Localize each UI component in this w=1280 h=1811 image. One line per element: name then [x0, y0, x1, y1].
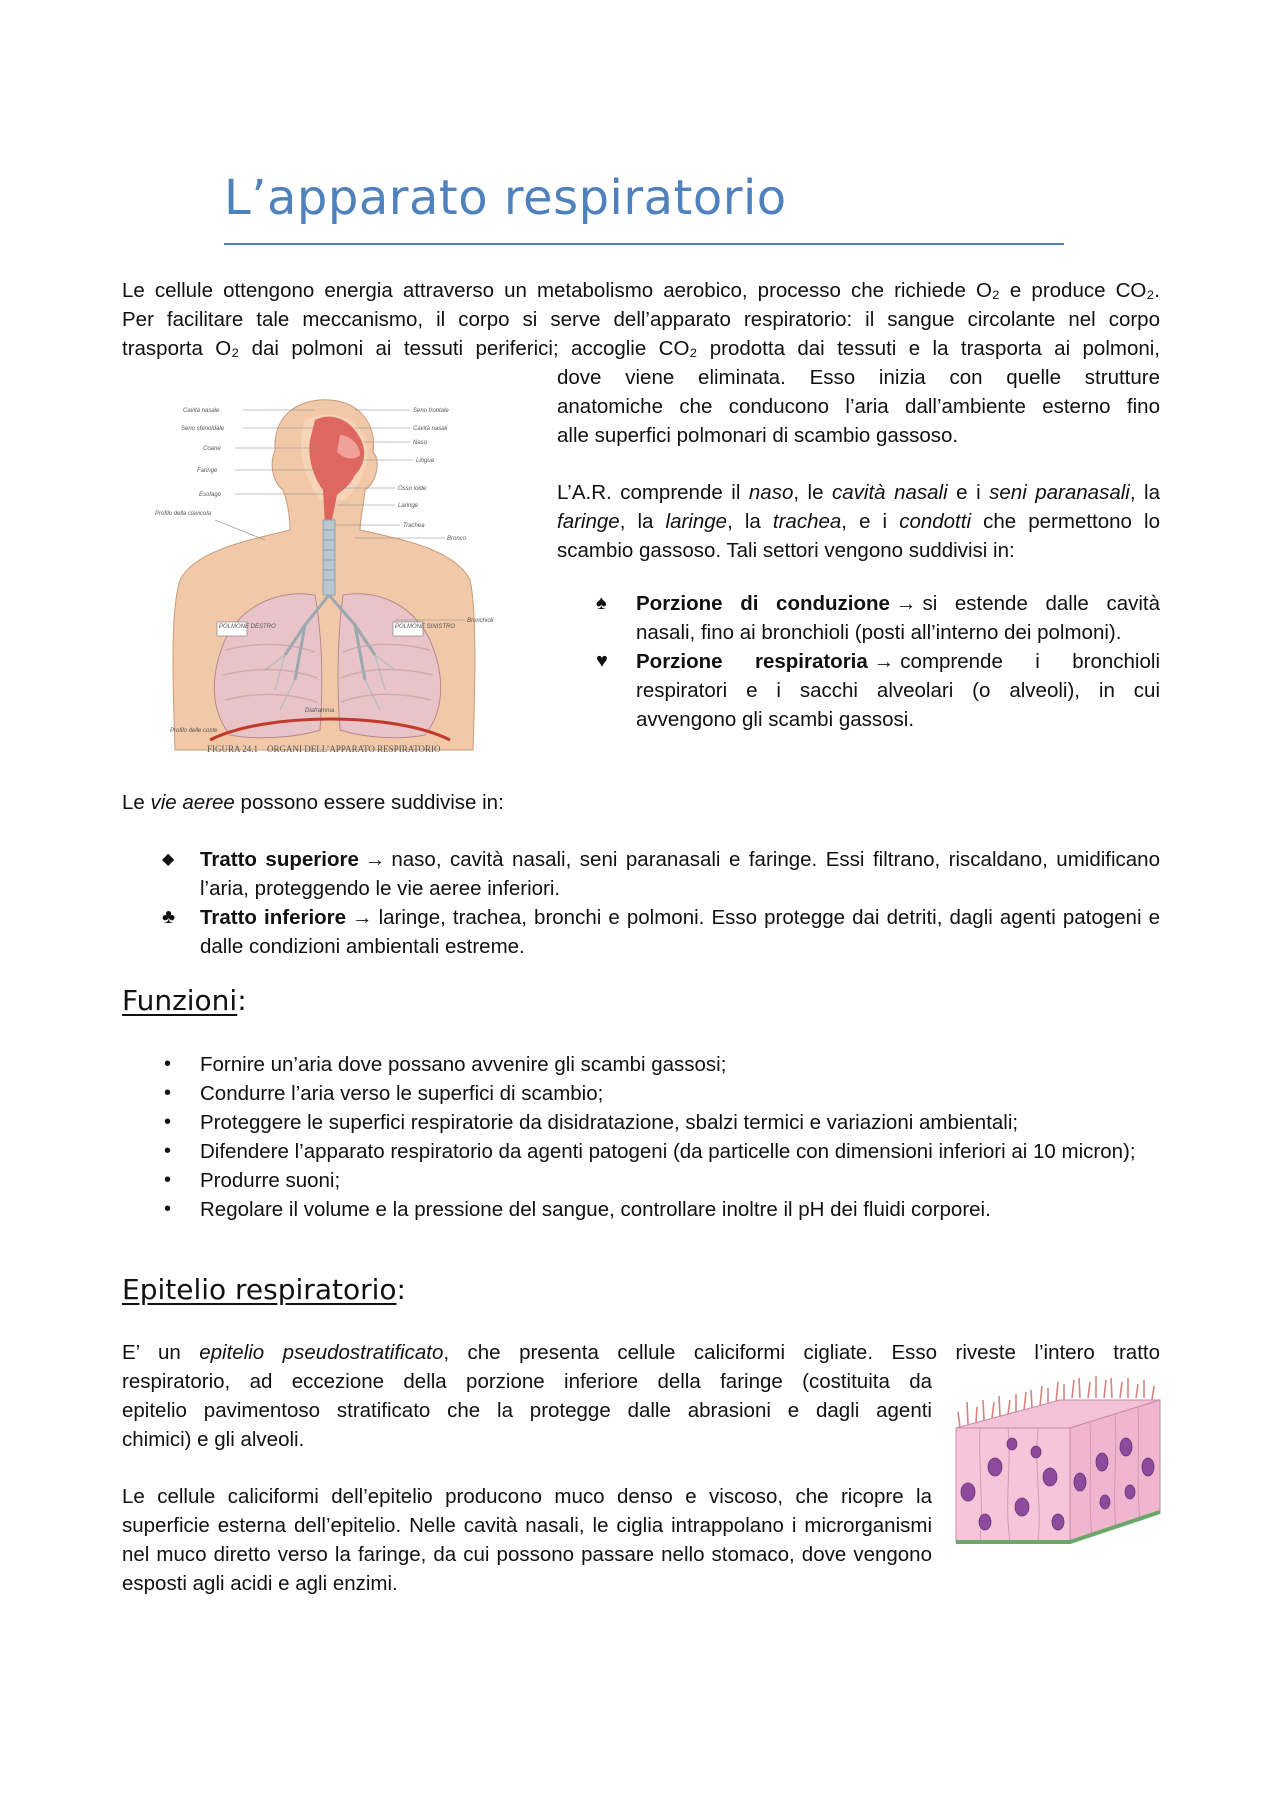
- ar-text: L’A.R. comprende il: [557, 481, 749, 504]
- label-seno-frontale: Seno frontale: [413, 408, 449, 414]
- epitelio-text: E’ un: [122, 1341, 200, 1364]
- label-cavita-nasale: Cavità nasale: [183, 408, 220, 414]
- intro-line: Le cellule ottengono energia attraverso un metabolismo aerobico, processo che richiede O₂ e produce CO₂.: [122, 279, 1160, 302]
- label-coane: Coane: [203, 446, 221, 452]
- label-diaframma: Diaframma: [305, 708, 335, 714]
- figure-caption-number: FIGURA 24.1: [207, 744, 259, 754]
- intro-line: alle superfici polmonari di scambio gassoso.: [557, 424, 959, 447]
- label-naso: Naso: [413, 440, 428, 446]
- label-osso-ioide: Osso ioide: [398, 486, 427, 492]
- list-item: [164, 1079, 1160, 1108]
- epitelio-paragraph-line1: [122, 1338, 1160, 1367]
- vie-text: possono essere suddivise in:: [234, 791, 504, 814]
- intro-paragraph: [122, 276, 1160, 363]
- label-bronchioli: Bronchioli: [467, 618, 494, 624]
- bullet-icon: •: [164, 1053, 172, 1075]
- heading-colon: :: [237, 984, 247, 1017]
- term-condotti: condotti: [899, 510, 972, 533]
- figure-caption-text: ORGANI DELL’APPARATO RESPIRATORIO: [267, 744, 441, 754]
- term-epitelio: epitelio pseudostratificato: [199, 1341, 444, 1364]
- intro-line: Per facilitare tale meccanismo, il corpo si serve dell’apparato respiratorio: il sangue circolante nel corpo: [122, 308, 1160, 331]
- label-laringe: Laringe: [398, 503, 419, 509]
- ar-paragraph: [557, 478, 1160, 565]
- ar-text: che permettono lo scambio gassoso. Tali settori vengono suddivisi in:: [557, 510, 1160, 562]
- tract-title: Tratto inferiore: [200, 906, 347, 929]
- ar-text: , le: [793, 481, 833, 504]
- epitelio-line: epitelio pavimentoso stratificato che la protegge dalle abrasioni e dagli agenti: [122, 1399, 932, 1422]
- label-trachea: Trachea: [403, 523, 425, 529]
- list-item: [596, 589, 1160, 647]
- term-trachea: trachea: [772, 510, 842, 533]
- list-item: [164, 1166, 1160, 1195]
- title-underline: [224, 243, 1064, 245]
- list-item: [162, 845, 1160, 903]
- heading-text: Epitelio respiratorio: [122, 1273, 397, 1306]
- arrow-right-icon: →: [895, 592, 917, 615]
- epitelio-line: [122, 1338, 1160, 1367]
- label-esofago: Esofago: [199, 492, 222, 498]
- portion-title: Porzione respiratoria: [636, 650, 868, 673]
- list-item: [596, 647, 1160, 734]
- epitelio-text: , che presenta cellule caliciformi cigliate. Esso riveste l’intero tratto: [443, 1341, 1160, 1364]
- label-seno-sfenoidale: Seno sfenoidale: [181, 426, 225, 432]
- bullet-icon: •: [164, 1140, 172, 1162]
- term-seni-paranasali: seni paranasali: [989, 481, 1130, 504]
- heading-text: Funzioni: [122, 984, 238, 1017]
- arrow-right-icon: →: [873, 650, 895, 673]
- section-heading-funzioni: [122, 984, 247, 1017]
- tract-text: laringe, trachea, bronchi e polmoni. Esso protegge dai detriti, dagli agenti patogeni e dalle condizioni ambientali estreme.: [200, 906, 1160, 958]
- label-clavicola: Profilo della clavicola: [155, 511, 212, 517]
- intro-line: anatomiche che conducono l’aria dall’ambiente esterno fino: [557, 395, 1160, 418]
- list-item-text: Fornire un’aria dove possano avvenire gli scambi gassosi;: [200, 1053, 727, 1076]
- respiratory-organs-illustration: [155, 390, 515, 760]
- list-item: [164, 1137, 1160, 1166]
- funzioni-list: [164, 1050, 1160, 1224]
- bullet-icon: •: [164, 1111, 172, 1133]
- portions-list: [596, 589, 1160, 734]
- heading-colon: :: [396, 1273, 406, 1306]
- term-cavita-nasali: cavità nasali: [832, 481, 948, 504]
- tract-title: Tratto superiore: [200, 848, 359, 871]
- label-faringe: Faringe: [197, 468, 218, 474]
- tracts-list: [162, 845, 1160, 961]
- list-item-text: Condurre l’aria verso le superfici di scambio;: [200, 1082, 604, 1105]
- intro-paragraph-continued: [557, 363, 1160, 450]
- term-vie-aeree: vie aeree: [150, 791, 235, 814]
- vie-aeree-intro: [122, 788, 1160, 817]
- ar-text: , la: [727, 510, 773, 533]
- diamond-icon: ◆: [162, 851, 175, 868]
- label-cavita-nasali: Cavità nasali: [413, 426, 448, 432]
- portion-title: Porzione di conduzione: [636, 592, 890, 615]
- ar-text: , la: [1129, 481, 1161, 504]
- list-item: [162, 903, 1160, 961]
- label-coste: Profilo delle coste: [170, 728, 218, 734]
- term-laringe: laringe: [665, 510, 728, 533]
- lung-label-right: POLMONE DESTRO: [219, 624, 276, 630]
- epitelio-paragraph: [122, 1367, 932, 1454]
- ar-text: , la: [619, 510, 666, 533]
- section-heading-epitelio: [122, 1273, 406, 1306]
- list-item: [164, 1195, 1160, 1224]
- epitelio-line: chimici) e gli alveoli.: [122, 1428, 305, 1451]
- epitelio-paragraph-2: Le cellule caliciformi dell’epitelio producono muco denso e viscoso, che ricopre la superficie esterna dell’epitelio. Nelle cavità nasali, le ciglia intrappolano i microrganismi nel muco diretto verso la faringe, da cui possono passare nello stomaco, dove vengono esposti agli acidi e agli enzimi.: [122, 1485, 932, 1595]
- ar-text: , e i: [841, 510, 900, 533]
- arrow-right-icon: →: [352, 906, 373, 929]
- list-item-text: Produrre suoni;: [200, 1169, 341, 1192]
- arrow-right-icon: →: [364, 848, 386, 871]
- intro-line: trasporta O₂ dai polmoni ai tessuti periferici; accoglie CO₂ prodotta dai tessuti e la trasporta ai polmoni,: [122, 337, 1160, 360]
- term-faringe: faringe: [557, 510, 620, 533]
- label-lingua: Lingua: [416, 458, 435, 464]
- tract-text: naso, cavità nasali, seni paranasali e faringe. Essi filtrano, riscaldano, umidificano l’aria, proteggendo le vie aeree inferiori.: [200, 848, 1160, 900]
- lung-label-left: POLMONE SINISTRO: [395, 624, 456, 630]
- intro-line: dove viene eliminata. Esso inizia con quelle strutture: [557, 366, 1160, 389]
- epithelium-illustration: [950, 1372, 1165, 1552]
- list-item: [164, 1108, 1160, 1137]
- portion-text: si estende dalle cavità nasali, fino ai bronchioli (posti all’interno dei polmoni).: [636, 592, 1160, 644]
- term-naso: naso: [748, 481, 794, 504]
- epithelium-figure: [950, 1372, 1165, 1552]
- portion-text: comprende i bronchioli respiratori e i sacchi alveolari (o alveoli), in cui avvengono gli scambi gassosi.: [636, 650, 1160, 731]
- list-item-text: Regolare il volume e la pressione del sangue, controllare inoltre il pH dei fluidi corporei.: [200, 1198, 991, 1221]
- club-icon: ♣: [162, 906, 176, 928]
- respiratory-organs-figure: [155, 390, 515, 760]
- label-bronco: Bronco: [447, 536, 467, 542]
- list-item: [164, 1050, 1160, 1079]
- bullet-icon: •: [164, 1198, 172, 1220]
- bullet-icon: •: [164, 1082, 172, 1104]
- spade-icon: ♠: [596, 592, 607, 614]
- page-title: L’apparato respiratorio: [224, 170, 787, 226]
- bullet-icon: •: [164, 1169, 172, 1191]
- ar-text: e i: [947, 481, 990, 504]
- heart-icon: ♥: [596, 650, 608, 672]
- list-item-text: Proteggere le superfici respiratorie da disidratazione, sbalzi termici e variazioni ambientali;: [200, 1111, 1019, 1134]
- vie-text: Le: [122, 791, 151, 814]
- epitelio-line: respiratorio, ad eccezione della porzione inferiore della faringe (costituita da: [122, 1370, 932, 1393]
- list-item-text: Difendere l’apparato respiratorio da agenti patogeni (da particelle con dimensioni inferiori ai 10 micron);: [200, 1140, 1136, 1163]
